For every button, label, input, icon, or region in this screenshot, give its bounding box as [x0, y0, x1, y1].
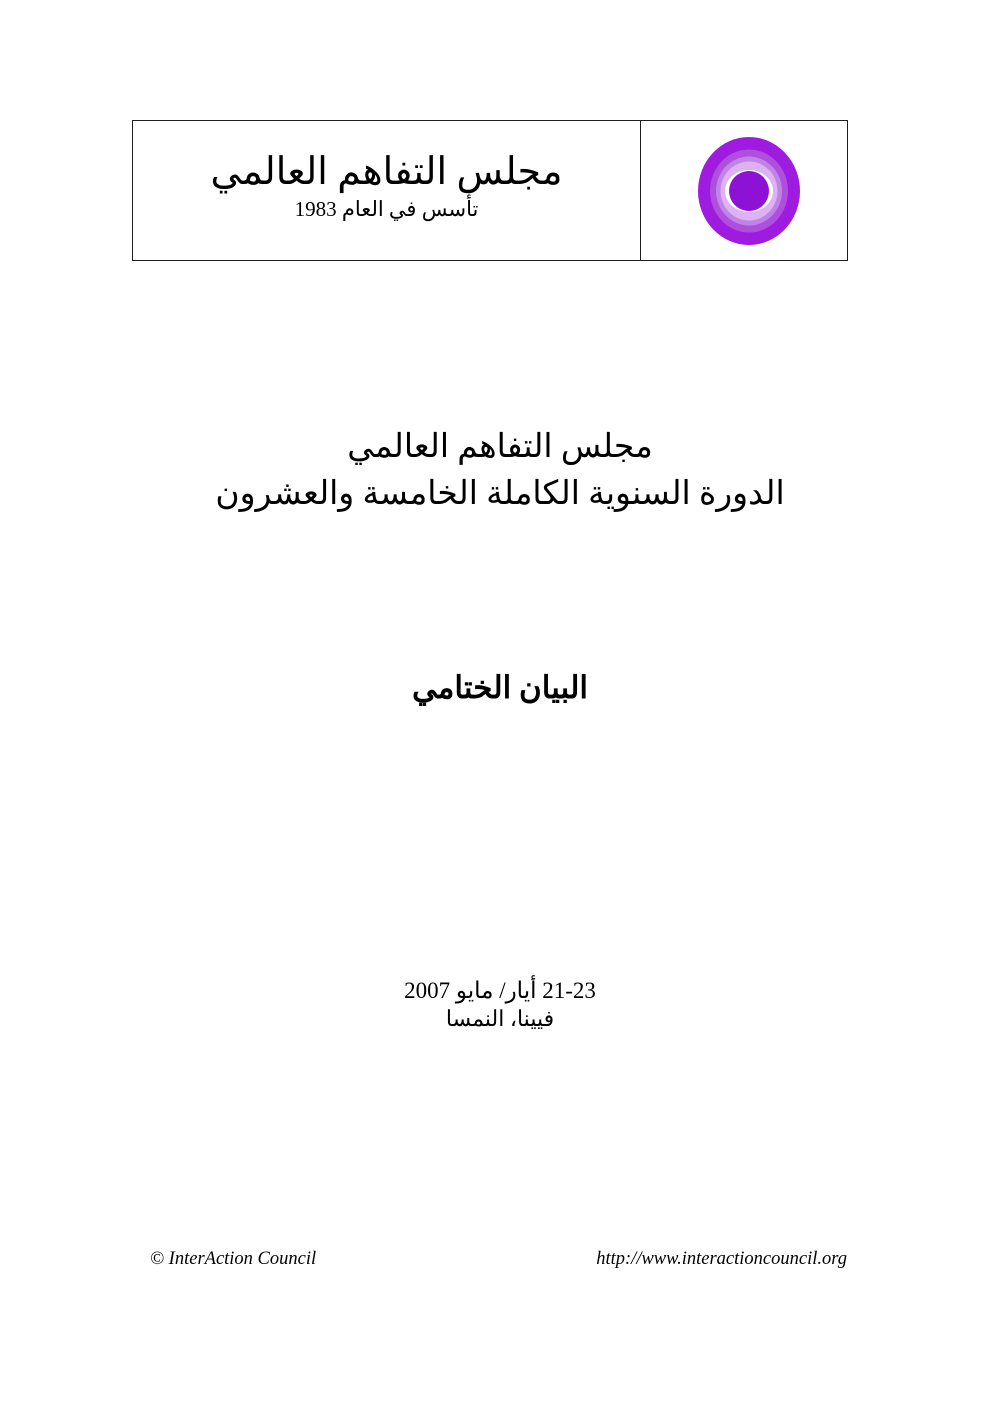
website-url[interactable]: http://www.interactioncouncil.org — [596, 1249, 847, 1269]
letterhead-logo-cell — [640, 121, 847, 260]
council-name-line: مجلس التفاهم العالمي — [347, 429, 653, 465]
session-title-line: الدورة السنوية الكاملة الخامسة والعشرون — [215, 476, 785, 512]
event-date: 21-23 أيار/ مايو 2007 — [404, 978, 596, 1003]
page-footer — [150, 1249, 847, 1270]
org-title: مجلس التفاهم العالمي — [210, 150, 563, 193]
interaction-council-logo-icon — [697, 136, 801, 246]
copyright-notice: © InterAction Council — [150, 1249, 317, 1269]
session-heading-block — [0, 424, 1000, 518]
letterhead-text-cell — [133, 121, 640, 260]
org-founded-line: تأسس في العام 1983 — [294, 197, 479, 222]
document-title: البيان الختامي — [411, 670, 589, 705]
event-location: فيينا، النمسا — [445, 1006, 555, 1031]
event-date-block — [0, 977, 1000, 1033]
letterhead-box — [132, 120, 848, 261]
